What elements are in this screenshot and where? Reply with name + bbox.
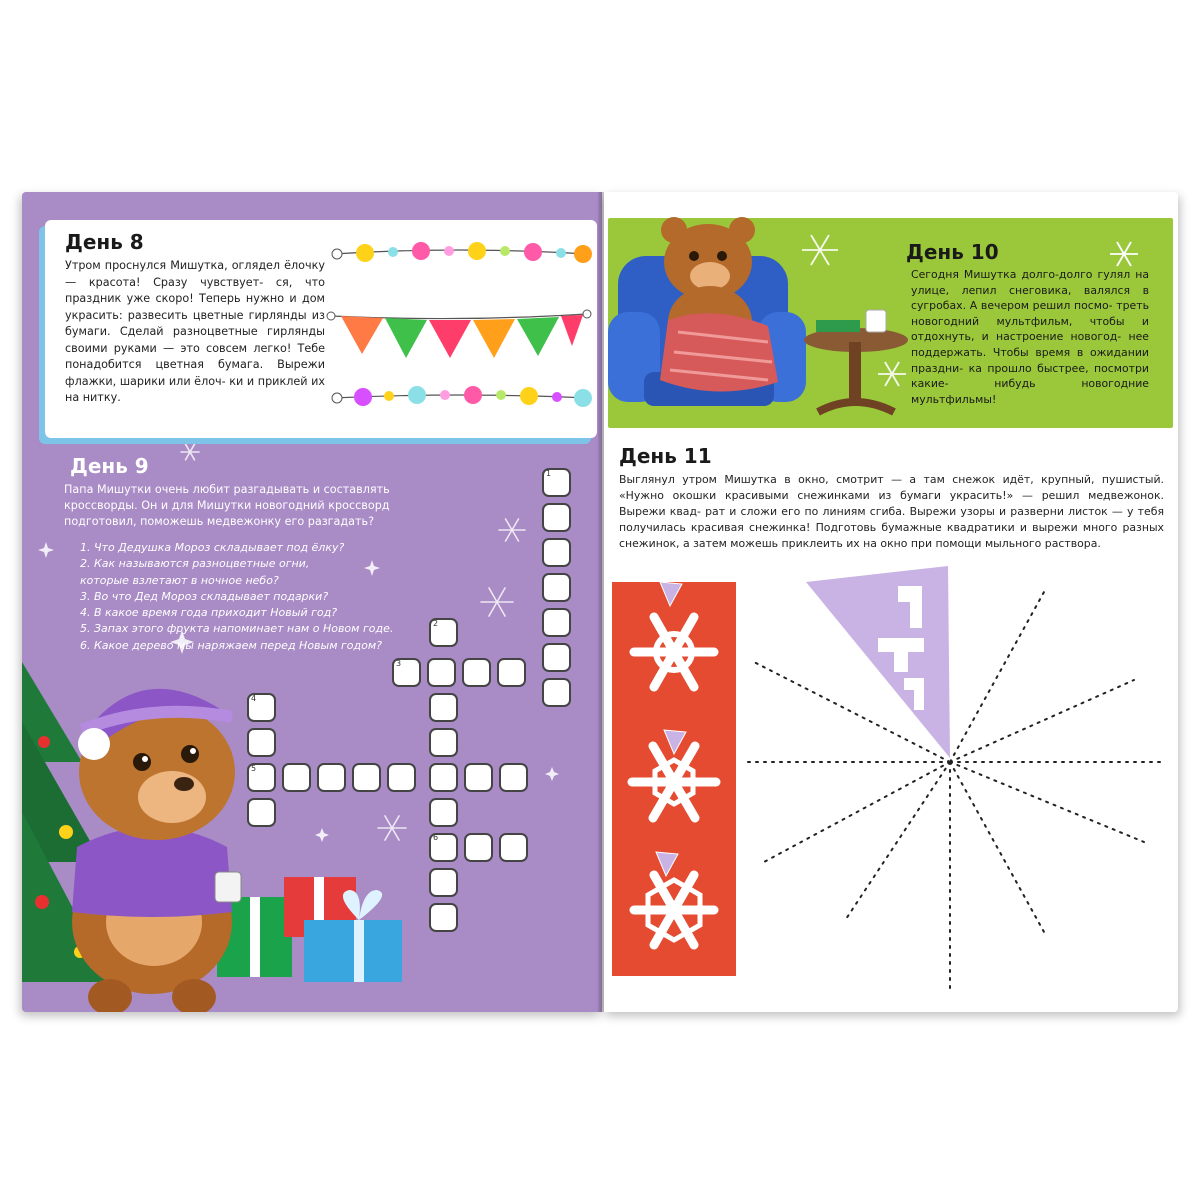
crossword-question: 3. Во что Дед Мороз складывает подарки? (80, 589, 329, 603)
crossword-cell[interactable] (542, 468, 571, 497)
crossword-cell[interactable] (427, 658, 456, 687)
crossword-number: 3 (396, 659, 402, 668)
day10-title: День 10 (906, 240, 999, 264)
crossword-number: 6 (433, 833, 439, 842)
crossword-question: которые взлетают в ночное небо? (80, 573, 279, 587)
snowflake-icon (802, 235, 838, 265)
day10-text: Сегодня Мишутка долго-долго гулял на улице, лепил снеговика, валялся в сугробах. А вечером решил посмо- треть новогодний мультфильм, чтобы и отдохнуть, и настроение новогод- нее поддержать. Чтобы время в ожидании праздни- ка прошло быстрее, посмотри какие- нибудь новогодние мультфильмы! (911, 268, 1149, 406)
day8-text: Утром проснулся Мишутка, оглядел ёлочку — красота! Сразу чувствует- ся, что праздник уже скоро! Теперь нужно и дом украсить: развесить цветные гирлянды из бумаги. Сделай разноцветные гирлянды своими руками — это совсем легко! Тебе понадобится цветная бумага. Вырежи флажки, шарики или ёлоч- ки и приклей их на нитку. (65, 259, 325, 404)
paper-snowflakes (612, 582, 736, 976)
crossword-question: 2. Как называются разноцветные огни, (80, 557, 310, 571)
day9-intro: Папа Мишутки очень любит разгадывать и составлять кроссворды. Он и для Мишутки новогодний кроссворд подготовил, поможешь медвежонку его разгадать? (64, 483, 390, 528)
fold-lines (744, 592, 1164, 992)
day11-title: День 11 (619, 444, 712, 468)
crossword-cell[interactable] (542, 608, 571, 637)
crossword-cell[interactable] (429, 903, 458, 932)
crossword-question: 1. Что Дедушка Мороз складывает под ёлку? (80, 541, 345, 554)
crossword-cell[interactable] (429, 618, 458, 647)
snowflake-examples-strip (612, 582, 736, 976)
day11-text: Выглянул утром Мишутка в окно, смотрит — а там снежок идёт, крупный, пушистый. «Нужно окошки красивыми снежинками из бумаги украсить!» — решил медвежонок. Вырежи квад- рат и сложи его по линиям сгиба. Вырежи узоры и разверни листок — у тебя получилась красивая снежинка! Подготовь бумажные квадратики и вырежи много разных снежинок, а затем можешь приклеить их на окно при помощи мыльного раствора. (619, 473, 1164, 550)
crossword-number: 1 (546, 469, 552, 478)
crossword-number: 2 (433, 619, 439, 628)
day8-title: День 8 (65, 230, 144, 254)
snowflake-icon (634, 617, 714, 687)
bear-character (72, 689, 241, 1012)
crossword-cell[interactable] (429, 798, 458, 827)
crossword-cell[interactable] (462, 658, 491, 687)
crossword-question: 5. Запах этого фрукта напоминает нам о Новом годе. (80, 622, 394, 636)
snowflake-icon (632, 746, 716, 818)
bear-in-armchair-illustration (608, 192, 908, 428)
crossword-cell[interactable] (464, 833, 493, 862)
right-page (604, 192, 1178, 1012)
side-table (804, 310, 908, 412)
crossword-cell[interactable] (429, 868, 458, 897)
day9-title: День 9 (70, 454, 149, 478)
crossword-question: 6. Какое дерево мы наряжаем перед Новым годом? (80, 638, 382, 652)
crossword-cell[interactable] (542, 538, 571, 567)
folded-paper-icon (656, 852, 678, 876)
folded-paper-icon (660, 582, 682, 606)
crossword-cell[interactable] (464, 763, 493, 792)
crossword-cell[interactable] (497, 658, 526, 687)
crossword-cell[interactable] (542, 573, 571, 602)
snowflake-icon (878, 362, 906, 386)
left-page (22, 192, 602, 1012)
crossword-cell[interactable] (429, 728, 458, 757)
crossword-cell[interactable] (499, 763, 528, 792)
crossword-cell[interactable] (542, 503, 571, 532)
crossword-number: 4 (251, 694, 257, 703)
folded-triangle (806, 566, 950, 758)
crossword-cell[interactable] (499, 833, 528, 862)
folded-paper-icon (664, 730, 686, 754)
snowflake-icon (634, 875, 714, 945)
crossword-cell[interactable] (542, 678, 571, 707)
crossword-cell[interactable] (429, 693, 458, 722)
crossword-question: 4. В какое время года приходит Новый год? (80, 606, 338, 620)
bear-with-presents-illustration (22, 622, 402, 1012)
crossword-cell[interactable] (429, 763, 458, 792)
crossword-cell[interactable] (542, 643, 571, 672)
snowflake-fold-diagram (744, 562, 1174, 1002)
crossword-number: 5 (251, 764, 257, 773)
